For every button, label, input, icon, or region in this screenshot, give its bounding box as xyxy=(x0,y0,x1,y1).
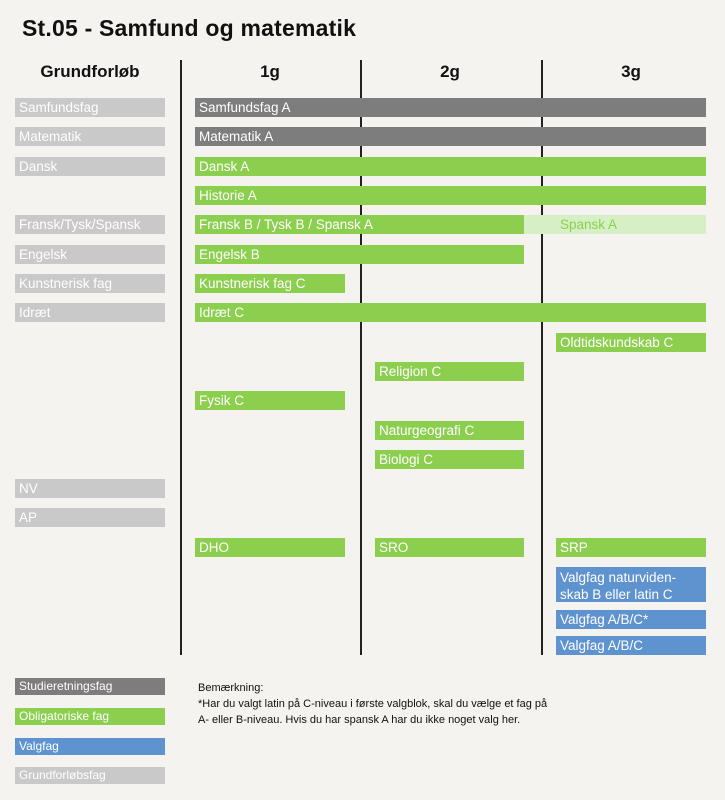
subject-bar-srp: SRP xyxy=(556,538,706,557)
subject-bar-spansk-a: Spansk A xyxy=(524,215,706,234)
grundforlob-item-fransk-tysk-spansk: Fransk/Tysk/Spansk xyxy=(15,215,165,234)
note-heading: Bemærkning: xyxy=(198,682,264,694)
grundforlob-item-samfundsfag: Samfundsfag xyxy=(15,98,165,117)
legend-valgfag: Valgfag xyxy=(15,738,165,755)
grundforlob-item-ap: AP xyxy=(15,508,165,527)
subject-bar-naturgeografi-c: Naturgeografi C xyxy=(375,421,524,440)
subject-bar-matematik-a: Matematik A xyxy=(195,127,706,146)
subject-bar-valgfag-abc-star: Valgfag A/B/C* xyxy=(556,610,706,629)
subject-bar-samfundsfag-a: Samfundsfag A xyxy=(195,98,706,117)
legend-studieretningsfag: Studieretningsfag xyxy=(15,678,165,695)
subject-bar-valgfag-naturvidenskab: Valgfag naturviden-skab B eller latin C xyxy=(556,567,706,602)
column-divider xyxy=(180,60,182,655)
subject-bar-oldtidskundskab-c: Oldtidskundskab C xyxy=(556,333,706,352)
note xyxy=(198,680,547,728)
page-title: St.05 - Samfund og matematik xyxy=(22,15,357,41)
subject-bar-religion-c: Religion C xyxy=(375,362,524,381)
subject-bar-fysik-c: Fysik C xyxy=(195,391,345,410)
column-header-2g: 2g xyxy=(440,62,460,81)
grundforlob-item-matematik: Matematik xyxy=(15,127,165,146)
subject-bar-idraet-c: Idræt C xyxy=(195,303,706,322)
grundforlob-item-nv: NV xyxy=(15,479,165,498)
subject-bar-dansk-a: Dansk A xyxy=(195,157,706,176)
column-header-3g: 3g xyxy=(621,62,641,81)
subject-bar-engelsk-b: Engelsk B xyxy=(195,245,524,264)
subject-bar-biologi-c: Biologi C xyxy=(375,450,524,469)
grundforlob-item-engelsk: Engelsk xyxy=(15,245,165,264)
note-line: *Har du valgt latin på C-niveau i første valgblok, skal du vælge et fag på xyxy=(198,698,548,710)
subject-bar-sro: SRO xyxy=(375,538,524,557)
column-header-grundforlob: Grundforløb xyxy=(40,62,140,81)
subject-bar-fransk-tysk-spansk: Fransk B / Tysk B / Spansk A xyxy=(195,215,524,234)
note-line: A- eller B-niveau. Hvis du har spansk A har du ikke noget valg her. xyxy=(198,714,521,726)
grundforlob-item-dansk: Dansk xyxy=(15,157,165,176)
legend-grundforlobsfag: Grundforløbsfag xyxy=(15,767,165,784)
grundforlob-item-idraet: Idræt xyxy=(15,303,165,322)
subject-bar-valgfag-abc: Valgfag A/B/C xyxy=(556,636,706,655)
legend-obligatoriske-fag: Obligatoriske fag xyxy=(15,708,165,725)
grundforlob-item-kunstnerisk: Kunstnerisk fag xyxy=(15,274,165,293)
subject-bar-kunstnerisk-c: Kunstnerisk fag C xyxy=(195,274,345,293)
subject-bar-historie-a: Historie A xyxy=(195,186,706,205)
column-divider xyxy=(541,60,543,655)
column-divider xyxy=(360,60,362,655)
column-header-1g: 1g xyxy=(260,62,280,81)
subject-bar-dho: DHO xyxy=(195,538,345,557)
